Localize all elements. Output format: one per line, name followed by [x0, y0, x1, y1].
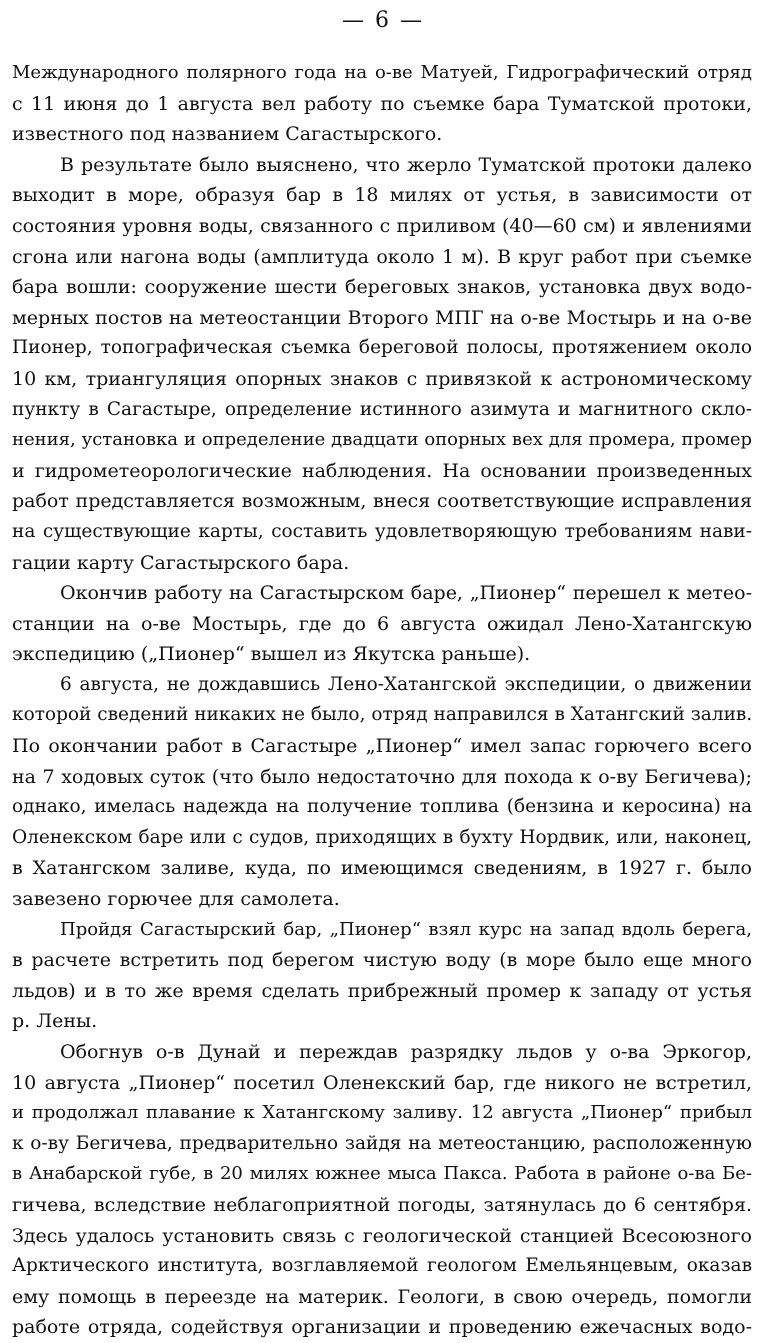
text-line: гичева, вследствие неблагоприятной погоды, затянулась до 6 сентября.: [12, 1193, 752, 1216]
text-line: сгона или нагона воды (амплитуда около 1 м). В круг работ при съемке: [12, 245, 752, 268]
text-line: Пионер, топографическая съемка береговой полосы, протяжением около: [12, 337, 752, 359]
text-line: в Хатангском заливе, куда, по имеющимся сведениям, в 1927 г. было: [12, 857, 752, 880]
text-line: с 11 июня до 1 августа вел работу по съемке бара Туматской протоки,: [12, 92, 752, 115]
text-line: и продолжал плавание к Хатангскому заливу. 12 августа „Пионер“ прибыл: [12, 1102, 752, 1124]
text-line: мерных постов на метеостанции Второго МПГ на о-ве Мостырь и на о-ве: [12, 306, 752, 329]
text-line: на существующие карты, составить удовлетворяющую требованиям нави-: [12, 520, 752, 542]
text-line: Окончив работу на Сагастырском баре, „Пионер“ перешел к метео-: [60, 582, 752, 605]
text-line: которой сведений никаких не было, отряд направился в Хатангский залив.: [12, 704, 752, 726]
text-line: и гидрометеорологические наблюдения. На основании произведенных: [12, 459, 752, 482]
text-line: к о-ву Бегичева, предварительно зайдя на метеостанцию, расположенную: [12, 1132, 752, 1154]
text-line: состояния уровня воды, связанного с приливом (40—60 см) и явлениями: [12, 214, 752, 237]
body-text: [12, 58, 752, 1343]
text-line: Пройдя Сагастырский бар, „Пионер“ взял курс на запад вдоль берега,: [60, 918, 752, 940]
text-line: Международного полярного года на о-ве Матуей, Гидрографический отряд: [12, 62, 752, 83]
text-line: Здесь удалось установить связь с геологической станцией Всесоюзного: [12, 1224, 752, 1247]
text-line: экспедицию („Пионер“ вышел из Якутска раньше).: [12, 643, 531, 666]
text-line: гации карту Сагастырского бара.: [12, 551, 350, 574]
text-line: Оленекском баре или с судов, приходящих в бухту Нордвик, или, наконец,: [12, 826, 752, 848]
text-line: Арктического института, возглавляемой геологом Емельянцевым, оказав: [12, 1255, 752, 1277]
text-line: льдов) и в то же время сделать прибрежный промер к западу от устья: [12, 979, 752, 1002]
text-line: работ представляется возможным, внеся соответствующие исправления: [12, 490, 752, 513]
text-line: завезено горючее для самолета.: [12, 888, 340, 911]
text-line: р. Лены.: [12, 1010, 98, 1033]
text-line: в расчете встретить под берегом чистую воду (в море было еще много: [12, 949, 752, 972]
text-line: известного под названием Сагастырского.: [12, 123, 443, 146]
text-line: 10 км, триангуляция опорных знаков с привязкой к астрономическому: [12, 367, 752, 390]
text-line: станции на о-ве Мостырь, где до 6 августа ожидал Лено-Хатангскую: [12, 612, 752, 635]
text-line: ему помощь в переезде на материк. Геологи, в свою очередь, помогли: [12, 1285, 752, 1308]
text-line: Обогнув о-в Дунай и переждав разрядку льдов у о-ва Эркогор,: [60, 1041, 752, 1063]
text-line: выходит в море, образуя бар в 18 милях от устья, в зависимости от: [12, 184, 752, 207]
text-line: в Анабарской губе, в 20 милях южнее мыса Пакса. Работа в районе о-ва Бе-: [12, 1163, 752, 1185]
text-line: работе отряда, содействуя организации и проведению ежечасных водо-: [12, 1316, 752, 1339]
text-line: 10 августа „Пионер“ посетил Оленекский бар, где никого не встретил,: [12, 1071, 752, 1094]
text-line: 6 августа, не дождавшись Лено-Хатангской экспедиции, о движении: [60, 673, 752, 695]
text-line: однако, имелась надежда на получение топлива (бензина и керосина) на: [12, 796, 752, 818]
text-line: В результате было выяснено, что жерло Туматской протоки далеко: [60, 153, 752, 176]
text-line: бара вошли: сооружение шести береговых знаков, установка двух водо-: [12, 276, 752, 299]
text-line: По окончании работ в Сагастыре „Пионер“ имел запас горючего всего: [12, 735, 752, 758]
text-line: пункту в Сагастыре, определение истинного азимута и магнитного скло-: [12, 398, 752, 420]
text-line: нения, установка и определение двадцати опорных вех для промера, промер: [12, 429, 752, 451]
page-number: — 6 —: [342, 8, 424, 33]
text-line: на 7 ходовых суток (что было недостаточно для похода к о-ву Бегичева);: [12, 765, 752, 788]
